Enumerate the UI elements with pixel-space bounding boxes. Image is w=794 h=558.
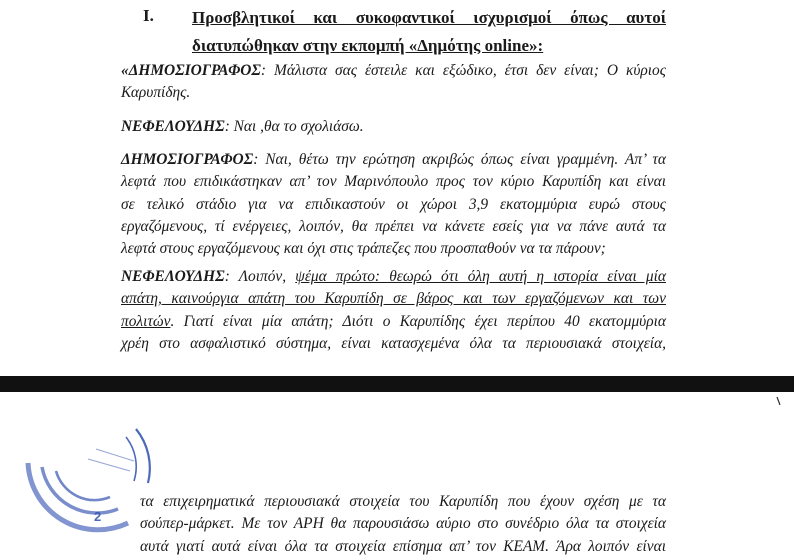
section-heading-line-2: διατυπώθηκαν στην εκπομπή «Δημότης online»: bbox=[192, 36, 544, 55]
paragraph-line: αυτά γιατί αυτά είναι όλα τα στοιχεία επίσημα απ’ τον ΚΕΑΜ. Άρα λοιπόν είναι bbox=[140, 537, 666, 555]
speaker-label: ΝΕΦΕΛΟΥΔΗΣ bbox=[121, 118, 225, 135]
paragraph-continuation bbox=[140, 491, 666, 558]
paragraph-line: χρέη στο ασφαλιστικό σύστημα, είναι κατασχεμένα όλα τα περιουσιακά στοιχεία, bbox=[121, 334, 666, 352]
paragraph-journalist-1 bbox=[121, 60, 666, 105]
underlined-claim: ψέμα πρώτο: θεωρώ ότι όλη αυτή η ιστορία είναι μία bbox=[295, 268, 666, 285]
dialogue-text: : Λοιπόν, bbox=[224, 268, 296, 285]
dialogue-text: : Ναι, θέτω την ερώτηση ακριβώς όπως είναι γραμμένη. Απ’ τα bbox=[253, 151, 666, 168]
official-stamp bbox=[18, 405, 158, 533]
paragraph-journalist-2 bbox=[121, 149, 666, 260]
paragraph-line: Καρυπίδης. bbox=[121, 84, 191, 102]
section-heading-line-1: Προσβλητικοί και συκοφαντικοί ισχυρισμοί όπως αυτοί bbox=[192, 8, 666, 27]
paragraph-line bbox=[121, 266, 666, 288]
section-heading bbox=[192, 4, 666, 60]
stamp-text-line bbox=[96, 449, 134, 461]
paragraph-line bbox=[121, 149, 666, 171]
page-separator bbox=[0, 376, 794, 392]
margin-mark bbox=[775, 396, 783, 406]
speaker-label: «ΔΗΜΟΣΙΟΓΡΑΦΟΣ bbox=[121, 62, 261, 79]
underlined-claim: πολιτών bbox=[121, 312, 171, 330]
paragraph-nefeloudis-2 bbox=[121, 266, 666, 355]
section-number: I. bbox=[143, 6, 154, 25]
paragraph-line: σούπερ-μάρκετ. Με τον ΑΡΗ θα παρουσιάσω αύριο στο συνέδριο όλα τα στοιχεία bbox=[140, 515, 666, 533]
paragraph-line: τα επιχειρηματικά περιουσιακά στοιχεία του Καρυπίδη που έχουν σχέση με τα bbox=[140, 493, 666, 510]
underlined-claim: απάτη, καινούργια απάτη του Καρυπίδη σε βάρος και των εργαζόμενων και των bbox=[121, 290, 666, 308]
paragraph-line: σε τελικό στάδιο για να επιδικαστούν οι χώροι 3,9 εκατομμύρια ευρώ στους bbox=[121, 195, 666, 213]
dialogue-text: . Γιατί είναι μία απάτη; Διότι ο Καρυπίδης έχει περίπου 40 εκατομμύρια bbox=[170, 312, 666, 330]
paragraph-line: εργαζόμενους, τί ενέργειες, λοιπόν, θα πρέπει να κάνετε εσείς για να πάνε αυτά τα bbox=[121, 217, 666, 235]
paragraph-line bbox=[121, 311, 666, 333]
stamp-arc-small bbox=[56, 471, 110, 500]
paragraph-nefeloudis-1 bbox=[121, 116, 666, 138]
dialogue-text: : Μάλιστα σας έστειλε και εξώδικο, έτσι δεν είναι; Ο κύριος bbox=[260, 62, 666, 79]
stamp-ring-outer bbox=[136, 429, 150, 483]
stamp-arc-mid bbox=[42, 467, 118, 513]
stamp-number: 2 bbox=[94, 509, 102, 524]
speaker-label: ΔΗΜΟΣΙΟΓΡΑΦΟΣ bbox=[121, 151, 254, 168]
paragraph-line bbox=[121, 116, 666, 138]
stamp-text-line bbox=[88, 459, 130, 471]
speaker-label: ΝΕΦΕΛΟΥΔΗΣ bbox=[121, 268, 225, 285]
paragraph-line: λεφτά που επιδικάστηκαν απ’ τον Μαρινόπουλο προς τον κύριο Καρυπίδη και είναι bbox=[121, 173, 666, 191]
dialogue-text: : Ναι ,θα το σχολιάσω. bbox=[224, 118, 364, 135]
paragraph-line bbox=[121, 60, 666, 82]
paragraph-line: λεφτά στους εργαζόμενους και όχι στις τράπεζες που προσπαθούν να τα πάρουν; bbox=[121, 240, 606, 258]
